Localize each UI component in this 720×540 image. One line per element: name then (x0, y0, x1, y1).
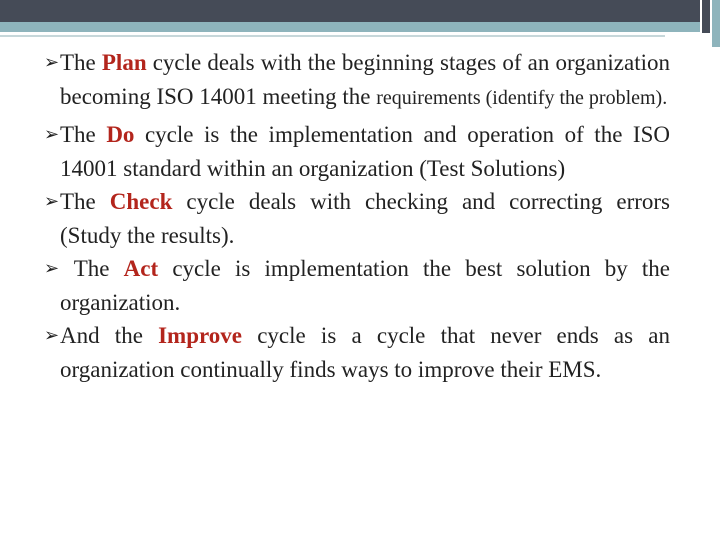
keyword-plan: Plan (101, 50, 147, 75)
corner-decoration-dark (702, 0, 710, 33)
bullet-act (44, 252, 670, 319)
arrow-bullet-icon: ➢ (44, 52, 60, 73)
arrow-bullet-icon: ➢ (44, 124, 60, 145)
bullet-text-tail: requirements (identify the problem). (376, 86, 668, 109)
bullet-plan (44, 46, 670, 115)
arrow-bullet-icon: ➢ (44, 258, 60, 279)
keyword-check: Check (109, 189, 173, 214)
bullet-check (44, 185, 670, 252)
bullet-text-post: cycle is implementation the best solution by the organization. (60, 256, 670, 315)
bullet-do (44, 118, 670, 185)
bullet-text-pre: The (60, 256, 124, 281)
arrow-bullet-icon: ➢ (44, 325, 60, 346)
bullet-text-pre: The (60, 50, 102, 75)
keyword-act: Act (123, 256, 159, 281)
bullet-text-post: cycle is a cycle that never ends as an organization continually finds ways to improve their EMS. (60, 323, 670, 382)
slide-body (44, 46, 670, 386)
bullet-improve (44, 319, 670, 386)
bullet-text-pre: And the (60, 323, 159, 348)
keyword-do: Do (106, 122, 135, 147)
bullet-text-post: cycle deals with the beginning stages of an organization becoming ISO 14001 meeting the (60, 50, 670, 109)
bullet-text-post: cycle is the implementation and operation of the ISO 14001 standard within an organization (Test Solutions) (60, 122, 670, 181)
slide-accent-bar (0, 22, 700, 32)
slide-top-bar (0, 0, 700, 22)
bullet-text-pre: The (60, 122, 107, 147)
corner-decoration-teal (712, 0, 720, 47)
bullet-text-post: cycle deals with checking and correcting errors (Study the results). (60, 189, 671, 248)
keyword-improve: Improve (158, 323, 243, 348)
arrow-bullet-icon: ➢ (44, 191, 60, 212)
bullet-text-pre: The (60, 189, 110, 214)
slide-accent-line (0, 35, 665, 37)
